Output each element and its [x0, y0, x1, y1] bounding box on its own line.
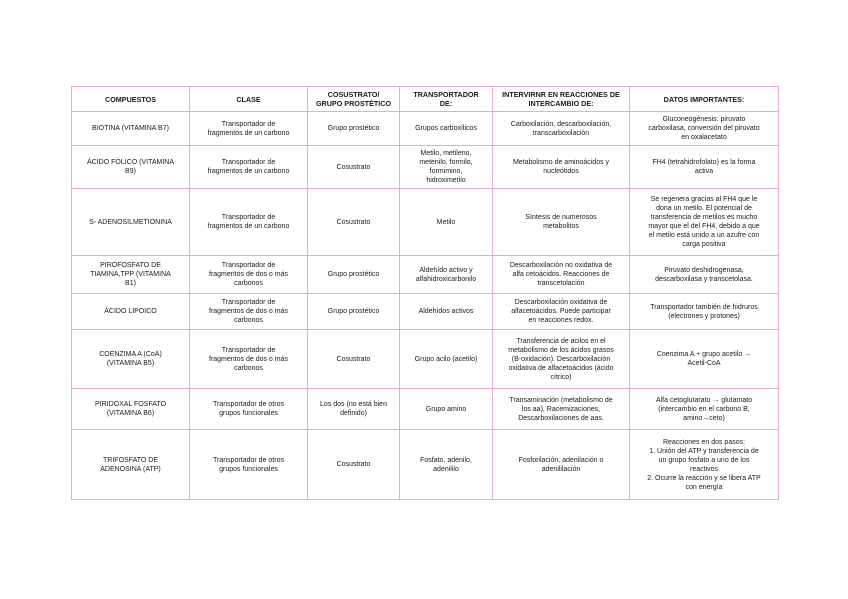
cell-compuesto: PIRIDOXAL FOSFATO (VITAMINA B6) — [72, 389, 190, 430]
cell-clase: Transportador de fragmentos de un carbono — [190, 146, 308, 189]
cell-compuesto: PIROFOSFATO DE TIAMINA,TPP (VITAMINA B1) — [72, 256, 190, 294]
header-reacciones: INTERVIRNR EN REACCIONES DE INTERCAMBIO DE: — [493, 87, 630, 112]
cell-reacciones: Metabolismo de aminoácidos y nucleótidos — [493, 146, 630, 189]
cell-datos: Gluconeogénesis: piruvato carboxilasa, conversión del piruvato en oxalacetato — [630, 112, 779, 146]
cell-datos: Alfa cetoglutarato → glutamato (intercambio en el carbono B, amino→ceto) — [630, 389, 779, 430]
cell-datos: FH4 (tetrahidrofolato) es la forma activa — [630, 146, 779, 189]
table-row — [72, 430, 779, 500]
cell-reacciones: Transferencia de acilos en el metabolismo de los ácidos grasos (B-oxidación). Descarboxilación oxidativa de alfacetoácidos (ácido cítrico) — [493, 330, 630, 389]
cell-reacciones: Fosforilación, adenilación o adenililación — [493, 430, 630, 500]
table-row — [72, 294, 779, 330]
cell-transportador: Grupo acilo (acetilo) — [400, 330, 493, 389]
cell-compuesto: ÁCIDO LIPOICO — [72, 294, 190, 330]
cell-clase: Transportador de fragmentos de dos o más carbonos — [190, 256, 308, 294]
cell-compuesto: S- ADENOSILMETIONINA — [72, 189, 190, 256]
header-datos: DATOS IMPORTANTES: — [630, 87, 779, 112]
cell-clase: Transportador de fragmentos de un carbono — [190, 189, 308, 256]
cell-clase: Transportador de fragmentos de un carbono — [190, 112, 308, 146]
cell-datos: Piruvato deshidrogenasa, descarboxilasa y transcetolasa. — [630, 256, 779, 294]
cell-datos: Reacciones en dos pasos: 1. Unión del ATP y transferencia de un grupo fosfato a uno de los reactivos 2. Ocurre la reacción y se libera ATP con energía — [630, 430, 779, 500]
header-clase: CLASE — [190, 87, 308, 112]
cell-clase: Transportador de otros grupos funcionales — [190, 389, 308, 430]
table-row — [72, 330, 779, 389]
cell-transportador: Aldehídos activos — [400, 294, 493, 330]
cell-cosustrato: Cosustrato — [308, 430, 400, 500]
cell-cosustrato: Cosustrato — [308, 189, 400, 256]
cell-transportador: Metilo — [400, 189, 493, 256]
cell-reacciones: Síntesis de numerosos metabolitos — [493, 189, 630, 256]
cell-compuesto: COENZIMA A (CoA) (VITAMINA B5) — [72, 330, 190, 389]
cell-datos: Transportador también de hidruros (electrones y protones) — [630, 294, 779, 330]
cell-cosustrato: Grupo prostético — [308, 112, 400, 146]
cell-clase: Transportador de fragmentos de dos o más carbonos — [190, 330, 308, 389]
cell-reacciones: Descarboxilación oxidativa de alfacetoácidos. Puede participar en reacciones redox. — [493, 294, 630, 330]
header-cosustrato: COSUSTRATO/ GRUPO PROSTÉTICO — [308, 87, 400, 112]
cell-transportador: Grupo amino — [400, 389, 493, 430]
cell-compuesto: TRIFOSFATO DE ADENOSINA (ATP) — [72, 430, 190, 500]
cell-cosustrato: Cosustrato — [308, 330, 400, 389]
cell-cosustrato: Grupo prostético — [308, 256, 400, 294]
header-row — [72, 87, 779, 112]
cell-cosustrato: Grupo prostético — [308, 294, 400, 330]
cell-cosustrato: Los dos (no está bien definido) — [308, 389, 400, 430]
cell-clase: Transportador de otros grupos funcionales — [190, 430, 308, 500]
table-row — [72, 389, 779, 430]
cell-reacciones: Transaminación (metabolismo de los aa), Racemizaciones, Descarboxilaciones de aas. — [493, 389, 630, 430]
cell-transportador: Aldehído activo y alfahidroxicarbonilo — [400, 256, 493, 294]
table-row — [72, 146, 779, 189]
header-transportador: TRANSPORTADOR DE: — [400, 87, 493, 112]
cell-compuesto: BIOTINA (VITAMINA B7) — [72, 112, 190, 146]
cell-compuesto: ÁCIDO FÓLICO (VITAMINA B9) — [72, 146, 190, 189]
cell-clase: Transportador de fragmentos de dos o más carbonos — [190, 294, 308, 330]
cell-cosustrato: Cosustrato — [308, 146, 400, 189]
cell-datos: Se regenera gracias al FH4 que le dona un metilo. El potencial de transferencia de metilos es mucho mayor que el del FH4, debido a que el metilo está unido a un azufre con carga positiva — [630, 189, 779, 256]
header-compuestos: COMPUESTOS — [72, 87, 190, 112]
cell-transportador: Fosfato, adenilo, adenililo — [400, 430, 493, 500]
cell-reacciones: Descarboxilación no oxidativa de alfa cetoácidos. Reacciones de transcetolación — [493, 256, 630, 294]
table-row — [72, 256, 779, 294]
cell-transportador: Metilo, metileno, metenilo, formilo, formimino, hidroximetilo — [400, 146, 493, 189]
table-row — [72, 112, 779, 146]
cell-datos: Coenzima A + grupo acetilo → Acetil-CoA — [630, 330, 779, 389]
cell-reacciones: Carboxilación, descarboxilación, transcarboxilación — [493, 112, 630, 146]
table-row — [72, 189, 779, 256]
cell-transportador: Grupos carboxílicos — [400, 112, 493, 146]
compounds-table — [71, 86, 779, 500]
